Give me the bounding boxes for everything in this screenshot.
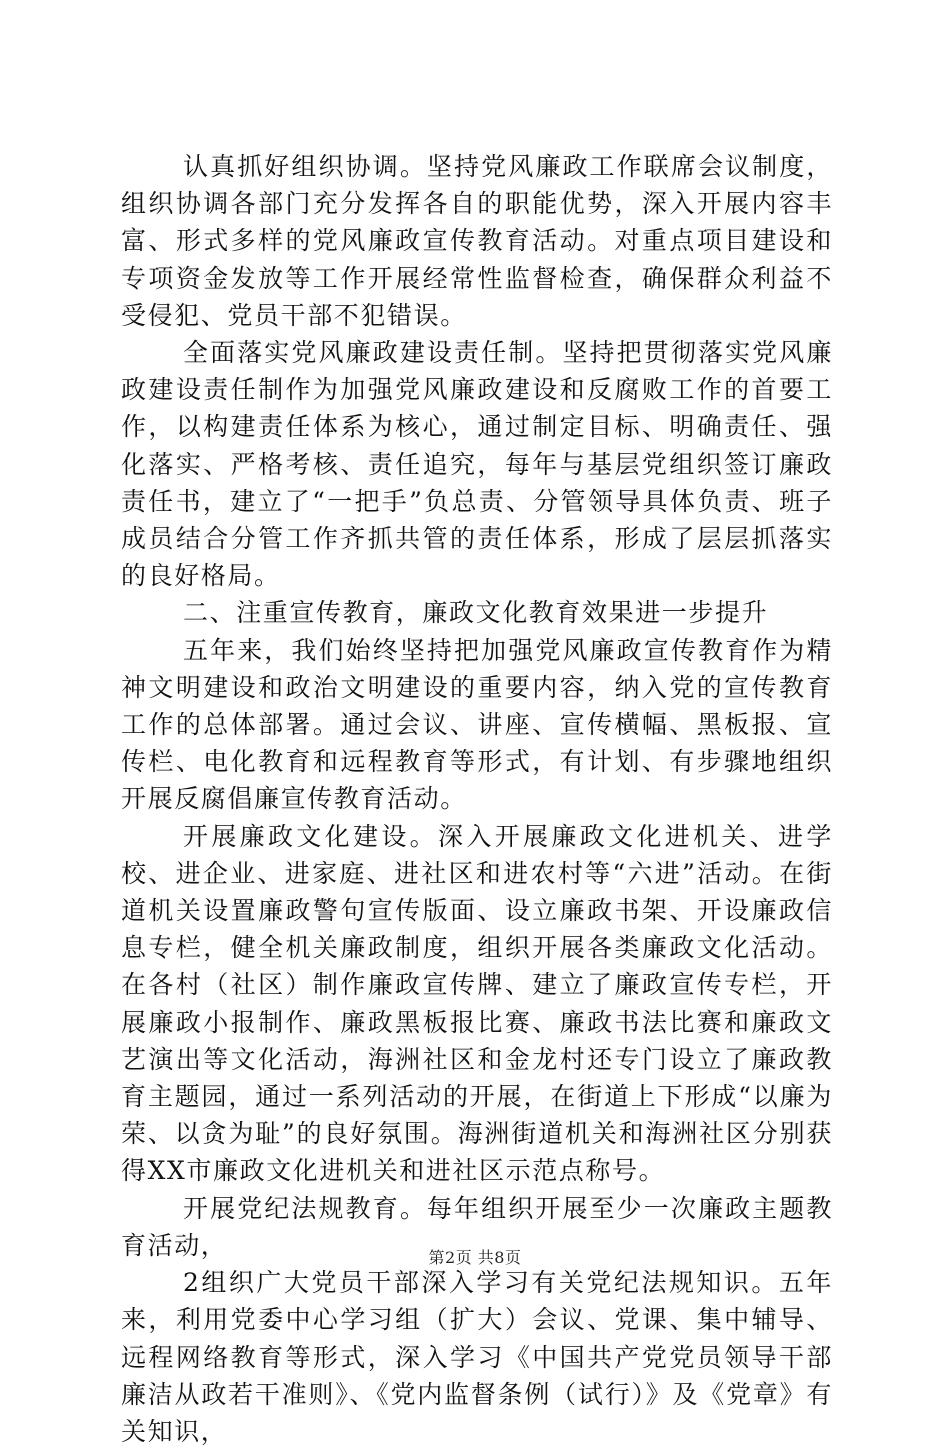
paragraph-organization-coordination: 认真抓好组织协调。坚持党风廉政工作联席会议制度，组织协调各部门充分发挥各自的职能优势，深入开展内容丰富、形式多样的党风廉政宣传教育活动。对重点项目建设和专项资金发放等工作开展经常性监督检查，确保群众利益不受侵犯、党员干部不犯错误。 bbox=[121, 152, 833, 330]
paragraph-responsibility-system: 全面落实党风廉政建设责任制。坚持把贯彻落实党风廉政建设责任制作为加强党风廉政建设和反腐败工作的首要工作，以构建责任体系为核心，通过制定目标、明确责任、强化落实、严格考核、责任追究，每年与基层党组织签订廉政责任书，建立了“一把手”负总责、分管领导具体负责、班子成员结合分管工作齐抓共管的责任体系，形成了层层抓落实的良好格局。 bbox=[121, 338, 833, 591]
paragraph-study-regulations: 2组织广大党员干部深入学习有关党纪法规知识。五年来，利用党委中心学习组（扩大）会议、党课、集中辅导、远程网络教育等形式，深入学习《中国共产党党员领导干部廉洁从政若干准则》、《党内监督条例（试行）》及《党章》有关知识， bbox=[121, 1268, 833, 1446]
paragraph-integrity-culture: 开展廉政文化建设。深入开展廉政文化进机关、进学校、进企业、进家庭、进社区和进农村等“六进”活动。在街道机关设置廉政警句宣传版面、设立廉政书架、开设廉政信息专栏，健全机关廉政制度，组织开展各类廉政文化活动。在各村（社区）制作廉政宣传牌、建立了廉政宣传专栏，开展廉政小报制作、廉政黑板报比赛、廉政书法比赛和廉政文艺演出等文化活动，海洲社区和金龙村还专门设立了廉政教育主题园，通过一系列活动的开展，在街道上下形成“以廉为荣、以贪为耻”的良好氛围。海洲街道机关和海洲社区分别获得XX市廉政文化进机关和进社区示范点称号。 bbox=[121, 821, 833, 1186]
page-number-footer: 第2页 共8页 bbox=[428, 1248, 522, 1267]
paragraph-discipline-education: 开展党纪法规教育。每年组织开展至少一次廉政主题教育活动， bbox=[121, 1193, 833, 1260]
paragraph-five-years: 五年来，我们始终坚持把加强党风廉政宣传教育作为精神文明建设和政治文明建设的重要内容，纳入党的宣传教育工作的总体部署。通过会议、讲座、宣传横幅、黑板报、宣传栏、电化教育和远程教育等形式，有计划、有步骤地组织开展反腐倡廉宣传教育活动。 bbox=[121, 635, 833, 814]
section-heading-2: 二、注重宣传教育，廉政文化教育效果进一步提升 bbox=[183, 598, 769, 628]
